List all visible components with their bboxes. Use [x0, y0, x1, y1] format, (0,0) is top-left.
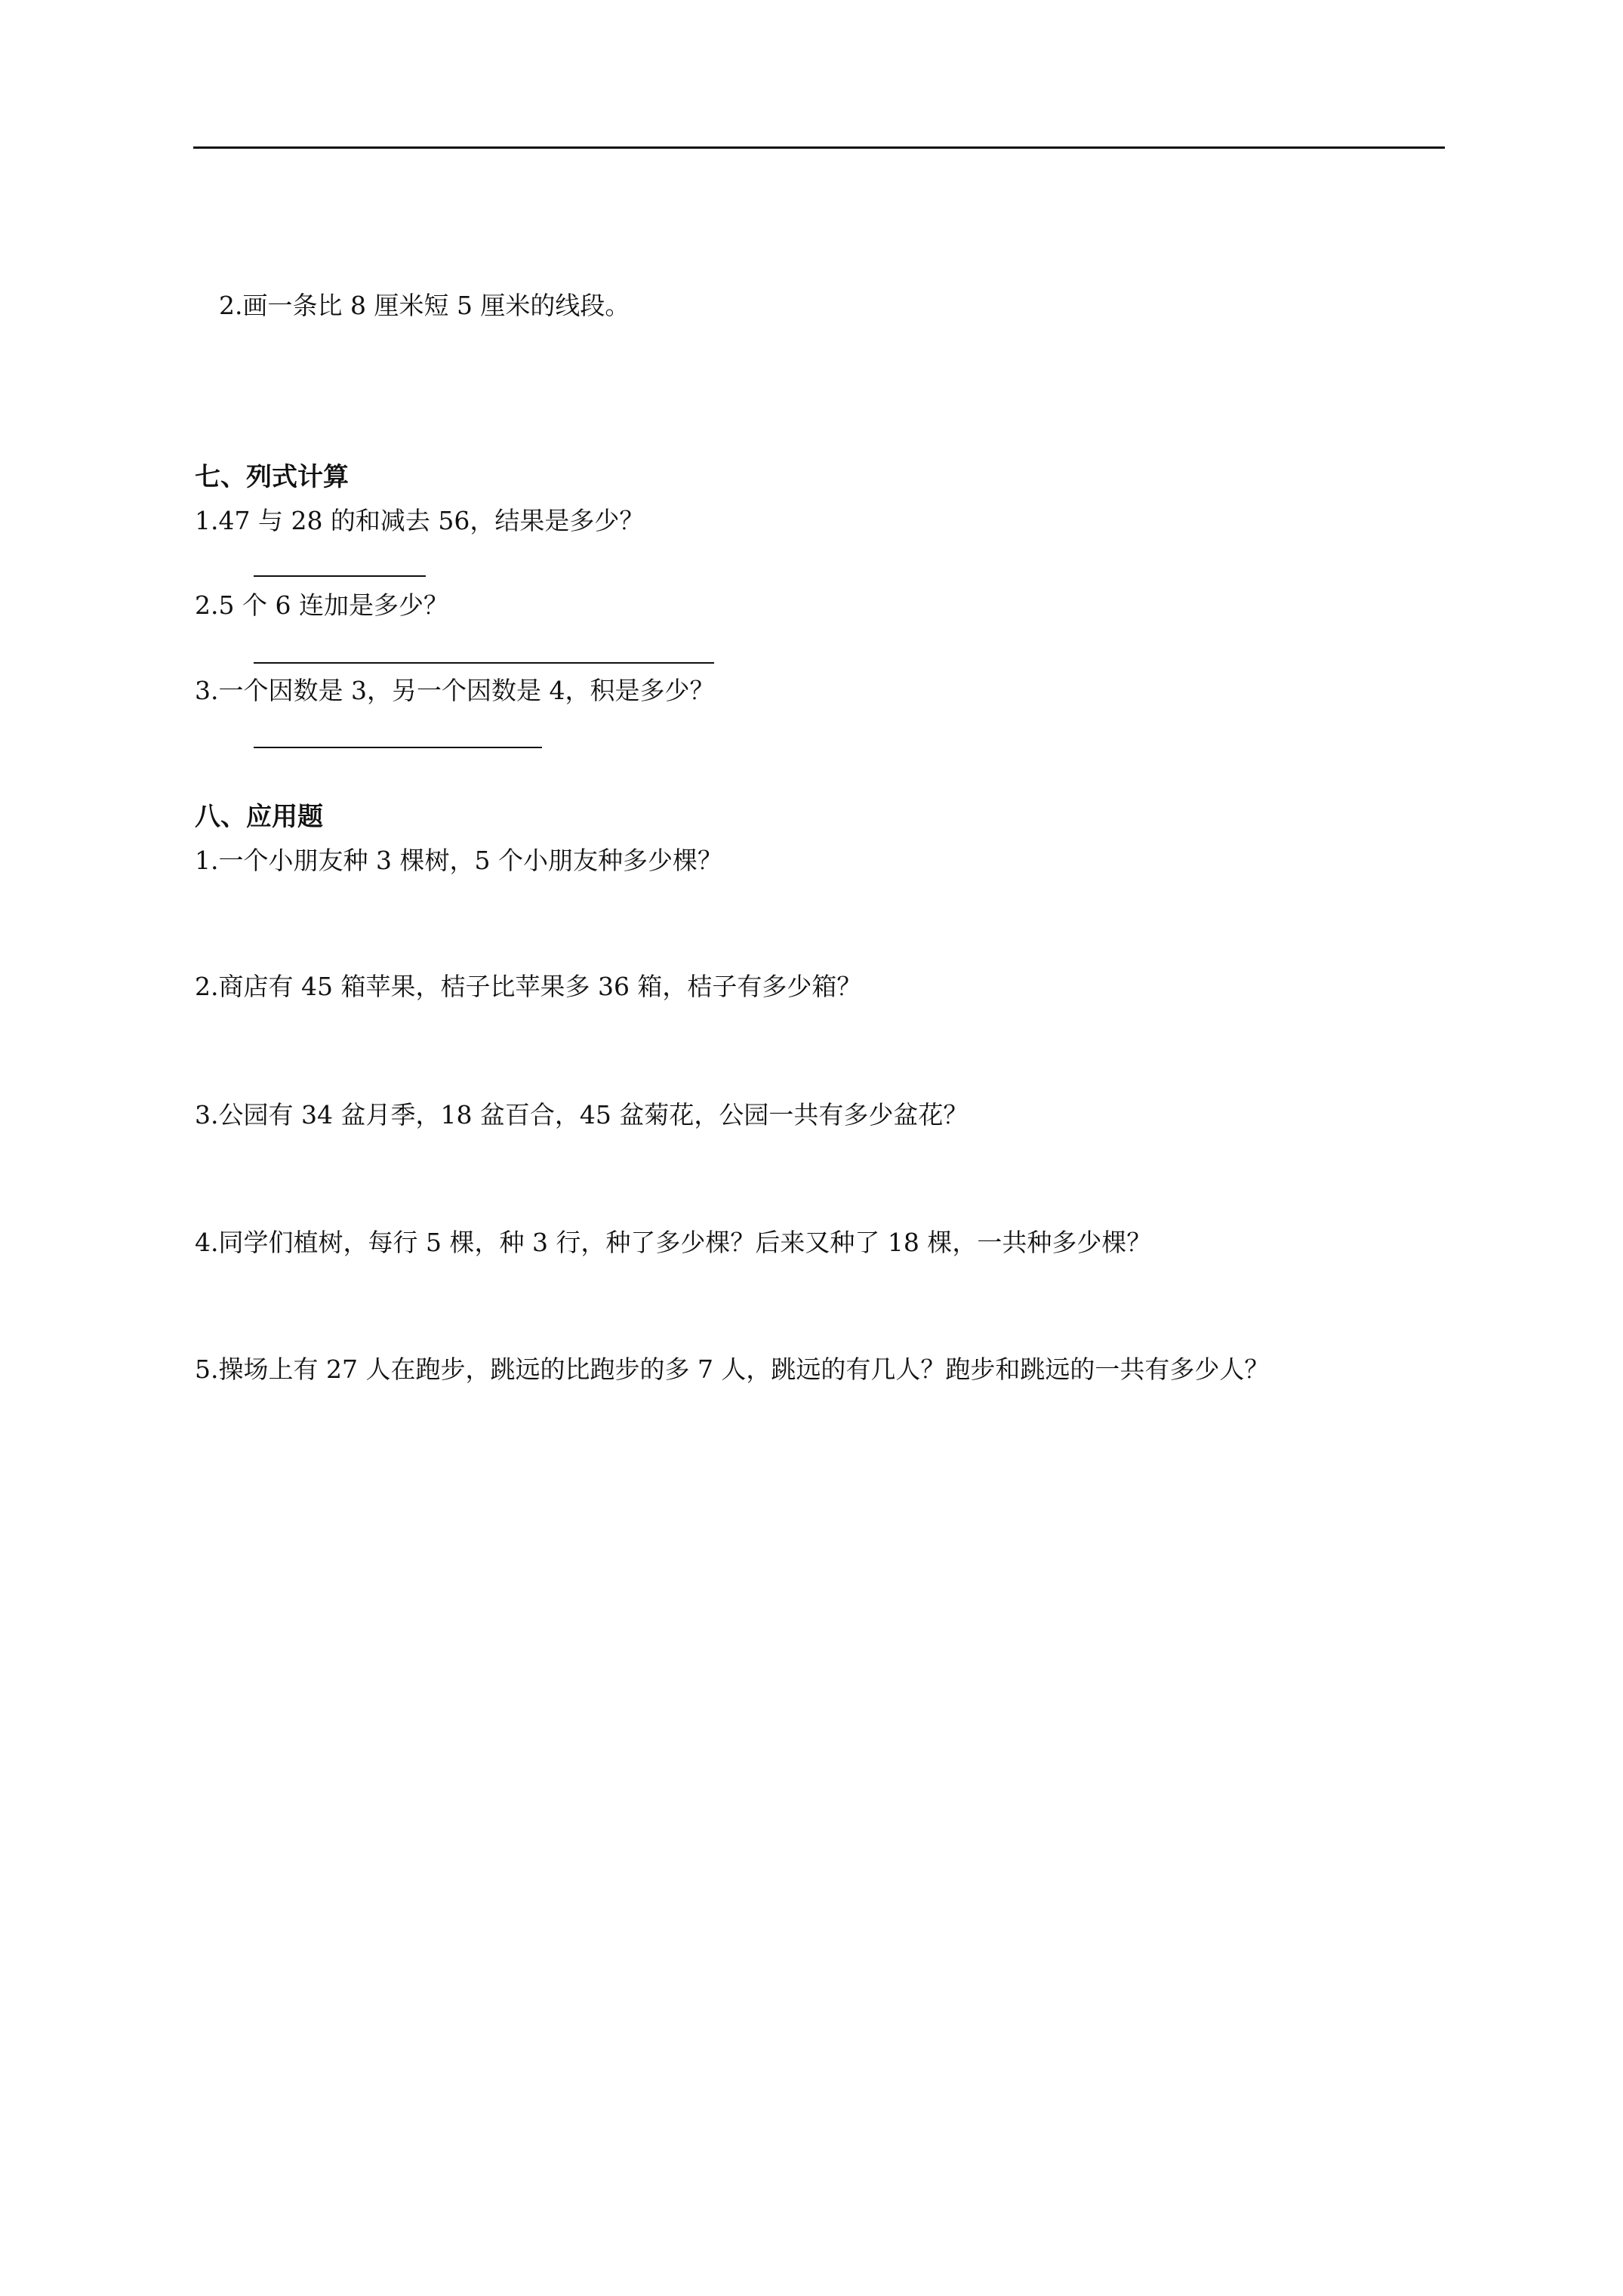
- section-7-question-3: 3.一个因数是 3，另一个因数是 4，积是多少？: [195, 676, 715, 705]
- drawing-question-2: 2.画一条比 8 厘米短 5 厘米的线段。: [219, 291, 630, 320]
- section-8-question-5: 5.操场上有 27 人在跑步，跳远的比跑步的多 7 人，跳远的有几人？跑步和跳远的一共有多少人？: [195, 1354, 1270, 1384]
- section-7-answer-line-2[interactable]: [254, 662, 714, 664]
- header-rule: [193, 146, 1445, 149]
- section-7-question-2: 2.5 个 6 连加是多少？: [195, 590, 448, 620]
- section-7-title: 七、列式计算: [195, 462, 349, 492]
- section-7-question-1: 1.47 与 28 的和减去 56，结果是多少？: [195, 506, 645, 535]
- section-8-question-1: 1.一个小朋友种 3 棵树，5 个小朋友种多少棵？: [195, 846, 722, 875]
- section-8-question-3: 3.公园有 34 盆月季，18 盆百合，45 盆菊花，公园一共有多少盆花？: [195, 1100, 969, 1130]
- section-8-question-2: 2.商店有 45 箱苹果，桔子比苹果多 36 箱，桔子有多少箱？: [195, 972, 862, 1001]
- section-8-question-4: 4.同学们植树，每行 5 棵，种 3 行，种了多少棵？后来又种了 18 棵，一共种多少棵？: [195, 1228, 1152, 1257]
- section-8-title: 八、应用题: [195, 802, 323, 832]
- section-7-answer-line-3[interactable]: [254, 747, 542, 748]
- section-7-answer-line-1[interactable]: [254, 575, 426, 577]
